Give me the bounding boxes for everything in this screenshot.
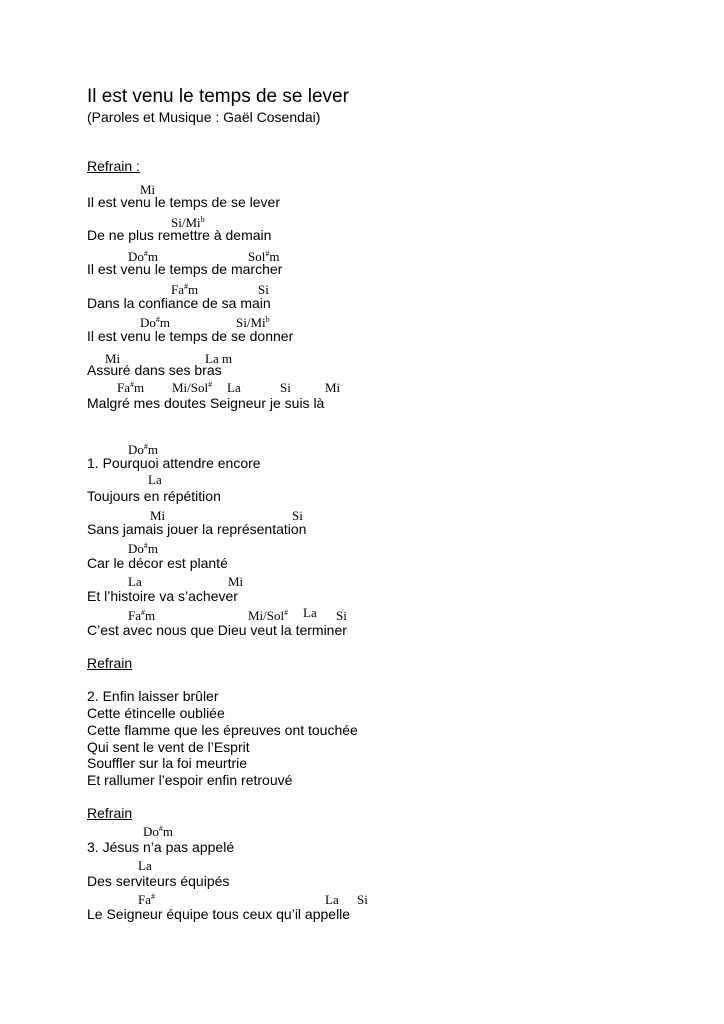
lyric-line: Cette flamme que les épreuves ont touchée <box>87 722 358 738</box>
chord: Mi/Sol# <box>248 608 289 623</box>
lyric-line: Et rallumer l’espoir enfin retrouvé <box>87 772 293 788</box>
refrain-label: Refrain <box>87 655 133 671</box>
lyric-line: Qui sent le vent de l’Esprit <box>87 739 250 755</box>
refrain-heading: Refrain : <box>87 158 140 174</box>
chord: Si/Mi$^b$ <box>236 315 270 330</box>
chord: La m <box>205 351 233 366</box>
lyric-line: Malgré mes doutes Seigneur je suis là <box>87 395 325 411</box>
chord: La <box>128 574 142 589</box>
lyric-line: Il est venu le temps de se donner <box>87 328 294 344</box>
chord: Mi <box>105 351 121 366</box>
song-title: Il est venu le temps de se lever <box>87 86 349 107</box>
chord: La <box>303 605 317 620</box>
chord: Mi <box>150 508 166 523</box>
lyric-line: C’est avec nous que Dieu veut la terminer <box>87 622 347 638</box>
lyric-line: Car le décor est planté <box>87 555 228 571</box>
lyric-line: Des serviteurs équipés <box>87 873 230 889</box>
chord: La <box>325 892 339 907</box>
lyric-line: 3. Jésus n’a pas appelé <box>87 839 235 855</box>
lyric-line: Souffler sur la foi meurtrie <box>87 755 248 771</box>
lyric-line: Dans la confiance de sa main <box>87 295 271 311</box>
lyric-line: De ne plus remettre à demain <box>87 227 272 243</box>
chord: Do#m <box>128 249 159 264</box>
chord: Mi/Sol# <box>172 380 213 395</box>
chord: La <box>148 472 162 487</box>
chord: Mi <box>140 182 156 197</box>
chord: Do#m <box>128 442 159 457</box>
chord: Si <box>280 380 291 395</box>
chord: Fa#m <box>117 380 145 395</box>
chord: La <box>227 380 241 395</box>
chord: Si <box>357 892 368 907</box>
chord: La <box>138 858 152 873</box>
refrain-label: Refrain <box>87 805 133 821</box>
lyric-line: Sans jamais jouer la représentation <box>87 521 307 537</box>
chord: Do#m <box>140 315 171 330</box>
lyric-line: 1. Pourquoi attendre encore <box>87 455 261 471</box>
chord: Si <box>336 608 347 623</box>
chord: Fa# <box>138 892 155 907</box>
chord: Si <box>292 508 303 523</box>
lyric-line: Assuré dans ses bras <box>87 362 222 378</box>
song-credits: (Paroles et Musique : Gaël Cosendai) <box>87 109 321 125</box>
chord: Si <box>258 282 269 297</box>
lyric-line: Et l’histoire va s’achever <box>87 588 238 604</box>
lyric-line: Il est venu le temps de marcher <box>87 261 283 277</box>
lyric-line: 2. Enfin laisser brûler <box>87 688 219 704</box>
chord: Fa#m <box>128 608 156 623</box>
chord: Mi <box>228 574 244 589</box>
lyric-line: Cette étincelle oubliée <box>87 705 225 721</box>
chord: Do#m <box>143 824 174 839</box>
lyric-line: Toujours en répétition <box>87 488 221 504</box>
chord: Fa#m <box>171 282 199 297</box>
chord: Mi <box>325 380 341 395</box>
lyric-line: Il est venu le temps de se lever <box>87 194 280 210</box>
lyric-line: Le Seigneur équipe tous ceux qu’il appelle <box>87 906 351 922</box>
chord: Do#m <box>128 541 159 556</box>
chord: Sol#m <box>248 249 280 264</box>
chord: Si/Mi$^b$ <box>171 215 205 230</box>
